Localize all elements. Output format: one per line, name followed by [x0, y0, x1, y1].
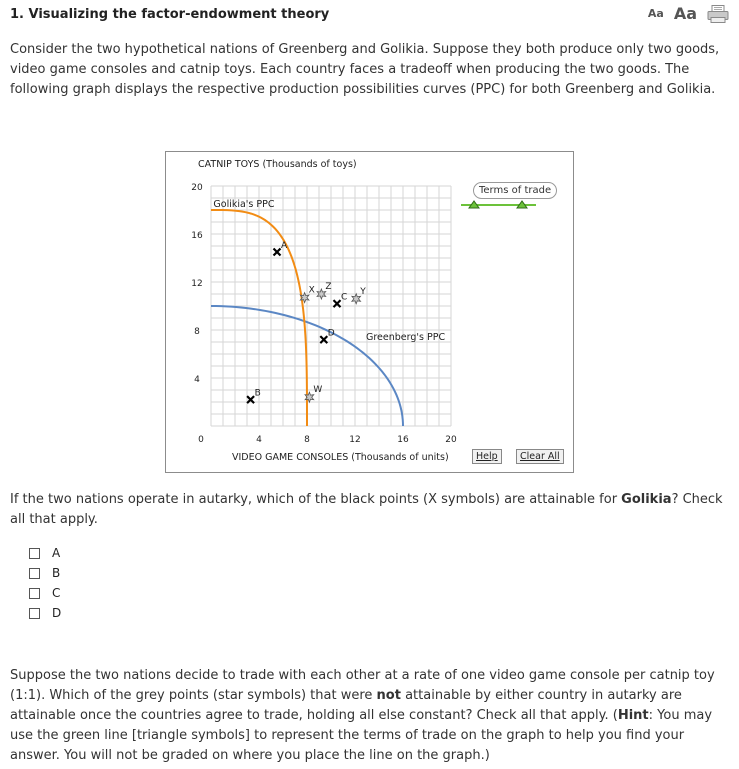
option-b-checkbox[interactable] [29, 568, 40, 579]
option-a-checkbox[interactable] [29, 548, 40, 559]
x-axis-title: VIDEO GAME CONSOLES (Thousands of units) [232, 452, 449, 463]
option-c-checkbox[interactable] [29, 588, 40, 599]
option-a-label: A [52, 546, 61, 560]
point-d-label: D [327, 328, 335, 339]
question-trade-text-c: : You may use the green line [triangle symbols] to represent the terms of trade on the graph to help you find your answer. You will not be graded on where you place the line on the graph.) [10, 708, 713, 763]
option-d-label: D [52, 606, 62, 620]
x-tick-label: 4 [256, 435, 262, 445]
golikia-options [29, 543, 61, 623]
font-size-large-button[interactable]: Aa [673, 4, 697, 23]
option-d[interactable] [29, 603, 61, 623]
y-tick-label: 12 [191, 279, 203, 289]
print-icon[interactable] [707, 5, 729, 23]
option-c-label: C [52, 586, 61, 600]
question-golikia-text-before: If the two nations operate in autarky, which of the black points (X symbols) are attainable for [10, 492, 622, 507]
question-trade [10, 666, 725, 766]
x-tick-label: 16 [397, 435, 409, 445]
option-b-label: B [52, 566, 61, 580]
point-w-label: W [313, 385, 323, 396]
point-b-label: B [254, 388, 261, 399]
question-trade-text-b: attainable by either country in autarky are attainable once the countries agree to trade, holding all else constant? Check all that apply. ( [10, 688, 682, 723]
point-z-label: Z [325, 282, 332, 292]
x-tick-label: 12 [349, 435, 361, 445]
option-c[interactable] [29, 583, 61, 603]
question-trade-bold-hint: Hint [617, 708, 649, 723]
question-trade-bold-not: not [376, 688, 401, 703]
golikia-ppc-label: Golikia's PPC [213, 199, 275, 210]
point-y-label: Y [360, 286, 366, 297]
question-golikia [10, 490, 725, 530]
y-tick-label: 20 [191, 183, 203, 193]
clear-all-button[interactable]: Clear All [516, 449, 564, 464]
toolbar [648, 4, 729, 23]
greenberg-ppc-label: Greenberg's PPC [366, 332, 446, 343]
point-c-label: C [341, 292, 348, 303]
question-golikia-bold: Golikia [621, 492, 672, 507]
y-tick-label: 16 [191, 231, 203, 241]
question-golikia-text-after: ? Check all that apply. [10, 492, 723, 527]
intro-paragraph: Consider the two hypothetical nations of Greenberg and Golikia. Suppose they both produce only two goods, video game consoles and catnip toys. Each country faces a tradeoff when producing the two goods. The following graph displays the respective production possibilities curves (PPC) for both Greenberg and Golikia. [10, 42, 720, 97]
x-tick-label: 8 [304, 435, 310, 445]
question-trade-text-a: Suppose the two nations decide to trade with each other at a rate of one video game console per catnip toy (1:1). Which of the grey points (star symbols) that were [10, 668, 715, 703]
help-button[interactable]: Help [472, 449, 502, 464]
ppc-graph[interactable] [165, 151, 574, 473]
terms-of-trade-button[interactable]: Terms of trade [473, 182, 557, 199]
point-x-label: X [308, 285, 315, 296]
y-tick-label: 8 [194, 327, 200, 337]
ppc-graph-canvas[interactable] [166, 152, 573, 472]
option-a[interactable] [29, 543, 61, 563]
option-b[interactable] [29, 563, 61, 583]
point-a-label: A [281, 241, 288, 251]
page-title: 1. Visualizing the factor-endowment theory [10, 7, 330, 22]
x-tick-label: 20 [445, 435, 457, 445]
font-size-small-button[interactable]: Aa [647, 7, 664, 20]
y-tick-label: 4 [194, 375, 200, 385]
origin-label: 0 [198, 435, 204, 445]
y-axis-title: CATNIP TOYS (Thousands of toys) [198, 159, 357, 170]
option-d-checkbox[interactable] [29, 608, 40, 619]
